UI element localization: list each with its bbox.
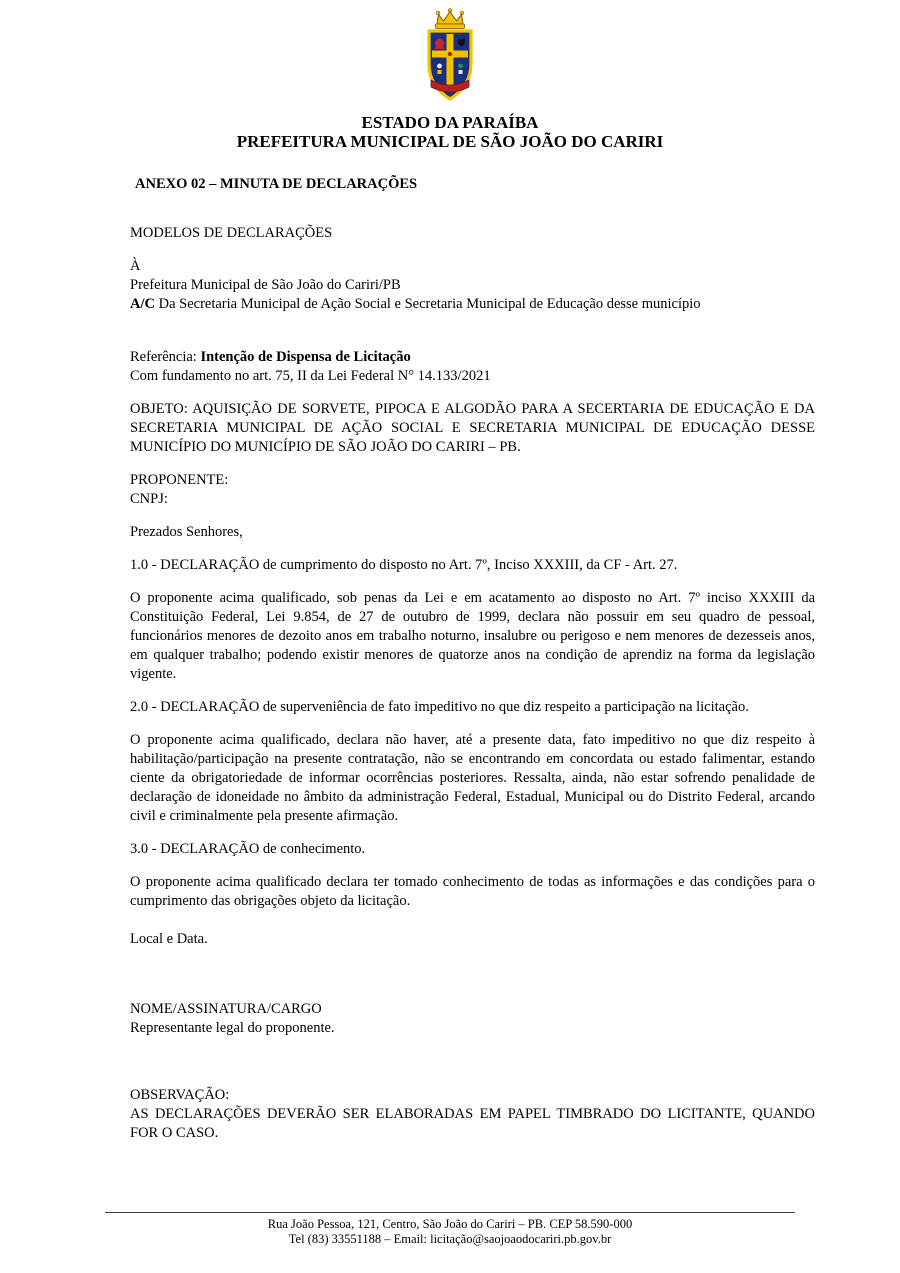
objeto-paragraph: OBJETO: AQUISIÇÃO DE SORVETE, PIPOCA E ALGODÃO PARA A SECERTARIA DE EDUCAÇÃO E DA SECRETARIA MUNICIPAL DE AÇÃO SOCIAL E SECRETARIA MUNICIPAL DE EDUCAÇÃO DESSE MUNICÍPIO DO MUNICÍPIO DE SÃO JOÃO DO CARIRI – PB. bbox=[130, 401, 815, 455]
declaration-1-body: O proponente acima qualificado, sob penas da Lei e em acatamento ao disposto no Art. 7º inciso XXXIII da Constituição Federal, Lei 9.854, de 27 de outubro de 1999, declara não possuir em seu quadro de pessoal, funcionários menores de dezoito anos em trabalho noturno, insalubre ou perigoso e nem menores de dezesseis anos, em qualquer trabalho; podendo existir menores de quatorze anos na condição de aprendiz na forma da legislação vigente. bbox=[130, 590, 815, 682]
proponente-block bbox=[130, 471, 815, 509]
signature-block bbox=[130, 1000, 815, 1038]
document-body bbox=[0, 175, 900, 1143]
letterhead-state: ESTADO DA PARAÍBA bbox=[361, 113, 539, 132]
page-footer bbox=[0, 1212, 900, 1247]
addressee-to: À bbox=[130, 258, 141, 274]
declaration-2-heading: 2.0 - DECLARAÇÃO de superveniência de fato impeditivo no que diz respeito a participação na licitação. bbox=[130, 699, 749, 715]
footer-contact: Tel (83) 33551188 – Email: licitação@saojoaodocariri.pb.gov.br bbox=[288, 1232, 612, 1246]
letterhead-municipality: PREFEITURA MUNICIPAL DE SÃO JOÃO DO CARIRI bbox=[236, 132, 664, 151]
reference-block bbox=[130, 348, 815, 386]
addressee-ac-label: A/C bbox=[130, 296, 155, 312]
addressee-ac-text: Da Secretaria Municipal de Ação Social e Secretaria Municipal de Educação desse município bbox=[154, 296, 701, 312]
addressee-block bbox=[130, 257, 815, 314]
reference-line bbox=[130, 348, 815, 367]
models-title: MODELOS DE DECLARAÇÕES bbox=[130, 225, 333, 241]
addressee-line2 bbox=[130, 295, 815, 314]
observation-label: OBSERVAÇÃO: bbox=[130, 1087, 230, 1103]
salutation: Prezados Senhores, bbox=[130, 524, 243, 540]
reference-basis: Com fundamento no art. 75, II da Lei Federal N° 14.133/2021 bbox=[130, 368, 491, 384]
observation-block bbox=[130, 1086, 815, 1143]
cnpj-label: CNPJ: bbox=[130, 491, 168, 507]
signature-role-line: Representante legal do proponente. bbox=[130, 1020, 335, 1036]
reference-label: Referência: bbox=[130, 349, 201, 365]
signature-name-line: NOME/ASSINATURA/CARGO bbox=[130, 1001, 322, 1017]
declaration-3-body: O proponente acima qualificado declara ter tomado conhecimento de todas as informações e das condições para o cumprimento das obrigações objeto da licitação. bbox=[130, 874, 815, 909]
proponente-label: PROPONENTE: bbox=[130, 472, 229, 488]
declaration-3-heading: 3.0 - DECLARAÇÃO de conhecimento. bbox=[130, 841, 366, 857]
annex-title: ANEXO 02 – MINUTA DE DECLARAÇÕES bbox=[135, 176, 418, 192]
footer-divider bbox=[105, 1212, 795, 1213]
footer-address: Rua João Pessoa, 121, Centro, São João do Cariri – PB. CEP 58.590-000 bbox=[267, 1217, 633, 1231]
addressee-line1: Prefeitura Municipal de São João do Cariri/PB bbox=[130, 277, 401, 293]
local-data-line: Local e Data. bbox=[130, 931, 208, 947]
declaration-2-body: O proponente acima qualificado, declara não haver, até a presente data, fato impeditivo no que diz respeito à habilitação/participação na presente contratação, não se encontrando em concordata ou estado falimentar, estando ciente da obrigatoriedade de informar ocorrências posteriores. Ressalta, ainda, não estar sofrendo penalidade de declaração de idoneidade no âmbito da administração Federal, Estadual, Municipal ou do Distrito Federal, arcando civil e criminalmente pela presente afirmação. bbox=[130, 732, 815, 824]
observation-text: AS DECLARAÇÕES DEVERÃO SER ELABORADAS EM PAPEL TIMBRADO DO LICITANTE, QUANDO FOR O CASO. bbox=[130, 1106, 815, 1141]
header-crest-area bbox=[0, 0, 900, 113]
declaration-1-heading: 1.0 - DECLARAÇÃO de cumprimento do disposto no Art. 7º, Inciso XXXIII, da CF - Art. 27. bbox=[130, 557, 678, 573]
reference-value: Intenção de Dispensa de Licitação bbox=[200, 349, 411, 365]
coat-of-arms-icon bbox=[417, 8, 483, 108]
